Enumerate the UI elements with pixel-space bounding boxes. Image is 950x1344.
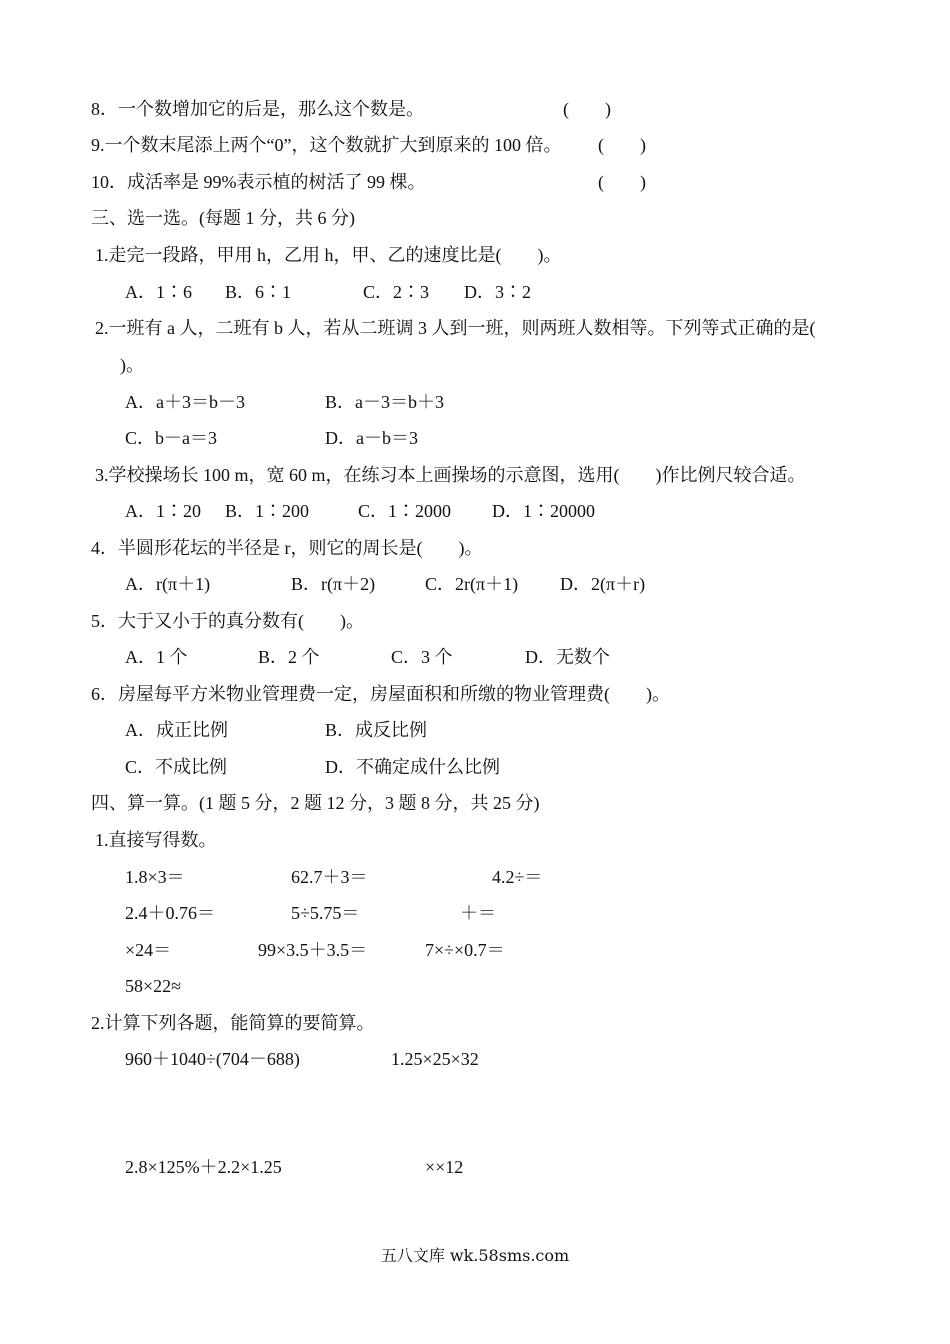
s3-q6-option-b: B．成反比例: [325, 720, 428, 740]
s3-q1-option-b: B．6∶1: [225, 282, 292, 302]
s3-q1-stem: 1.走完一段路，甲用 h，乙用 h，甲、乙的速度比是( )。: [95, 245, 562, 265]
s3-q2-option-c: C．b－a＝3: [125, 428, 217, 448]
calc-item: 99×3.5＋3.5＝: [258, 940, 368, 960]
calc-item: 960＋1040÷(704－688): [125, 1049, 300, 1069]
calc-item: 58×22≈: [125, 976, 182, 996]
s3-q3-option-a: A．1∶20: [125, 501, 201, 521]
calc-item: 2.8×125%＋2.2×1.25: [125, 1157, 282, 1177]
judge-q9: 9.一个数末尾添上两个“0”，这个数就扩大到原来的 100 倍。: [91, 135, 562, 155]
calc-item: 1.8×3＝: [125, 867, 185, 887]
s3-q3-stem: 3.学校操场长 100 m，宽 60 m，在练习本上画操场的示意图，选用( )作比例尺较合适。: [95, 465, 806, 485]
s3-q2-option-a: A．a＋3＝b－3: [125, 392, 245, 412]
calc-item: 62.7＋3＝: [291, 867, 368, 887]
calc-item: 5÷5.75＝: [291, 903, 360, 923]
s3-q1-option-c: C．2∶3: [363, 282, 430, 302]
s3-q1-option-a: A．1∶6: [125, 282, 192, 302]
s4-p2-title: 2.计算下列各题，能简算的要简算。: [91, 1013, 375, 1033]
s3-q5-option-b: B．2 个: [258, 647, 320, 667]
calc-item: ＋＝: [460, 903, 496, 923]
judge-q10: 10．成活率是 99%表示植的树活了 99 棵。: [91, 172, 426, 192]
calc-item: 7×÷×0.7＝: [425, 940, 505, 960]
s3-q2-option-d: D．a－b＝3: [325, 428, 418, 448]
s3-q4-option-d: D．2(π＋r): [560, 574, 646, 594]
s3-q6-option-c: C．不成比例: [125, 757, 228, 777]
s3-q4-option-c: C．2r(π＋1): [425, 574, 519, 594]
s4-p1-title: 1.直接写得数。: [95, 830, 217, 850]
calc-item: 1.25×25×32: [391, 1049, 479, 1069]
s3-q2-stem-cont: )。: [120, 355, 144, 375]
s3-q6-option-a: A．成正比例: [125, 720, 228, 740]
s3-q6-option-d: D．不确定成什么比例: [325, 757, 500, 777]
s3-q3-option-c: C．1∶2000: [358, 501, 452, 521]
s3-q4-option-a: A．r(π＋1): [125, 574, 211, 594]
judge-q10-paren: ( ): [598, 172, 646, 192]
s3-q4-option-b: B．r(π＋2): [291, 574, 376, 594]
judge-q8-paren: ( ): [563, 99, 611, 119]
judge-q8: 8．一个数增加它的后是，那么这个数是。: [91, 99, 424, 119]
s3-q5-option-a: A．1 个: [125, 647, 188, 667]
section4-title: 四、算一算。(1 题 5 分，2 题 12 分，3 题 8 分，共 25 分): [91, 793, 540, 813]
calc-item: ×24＝: [125, 940, 172, 960]
s3-q4-stem: 4．半圆形花坛的半径是 r，则它的周长是( )。: [91, 538, 483, 558]
s3-q6-stem: 6．房屋每平方米物业管理费一定，房屋面积和所缴的物业管理费( )。: [91, 684, 670, 704]
s3-q2-stem: 2.一班有 a 人，二班有 b 人，若从二班调 3 人到一班，则两班人数相等。下列等式正确的是(: [95, 318, 816, 338]
s3-q2-option-b: B．a－3＝b＋3: [325, 392, 444, 412]
calc-item: 2.4＋0.76＝: [125, 903, 215, 923]
s3-q5-option-d: D．无数个: [525, 647, 610, 667]
s3-q3-option-b: B．1∶200: [225, 501, 310, 521]
s3-q3-option-d: D．1∶20000: [492, 501, 595, 521]
page-footer: 五八文库 wk.58sms.com: [380, 1246, 570, 1265]
judge-q9-paren: ( ): [598, 135, 646, 155]
s3-q5-stem: 5．大于又小于的真分数有( )。: [91, 611, 364, 631]
calc-item: 4.2÷＝: [492, 867, 543, 887]
calc-item: ××12: [425, 1157, 464, 1177]
s3-q5-option-c: C．3 个: [391, 647, 453, 667]
section3-title: 三、选一选。(每题 1 分，共 6 分): [91, 208, 355, 228]
s3-q1-option-d: D．3∶2: [464, 282, 531, 302]
